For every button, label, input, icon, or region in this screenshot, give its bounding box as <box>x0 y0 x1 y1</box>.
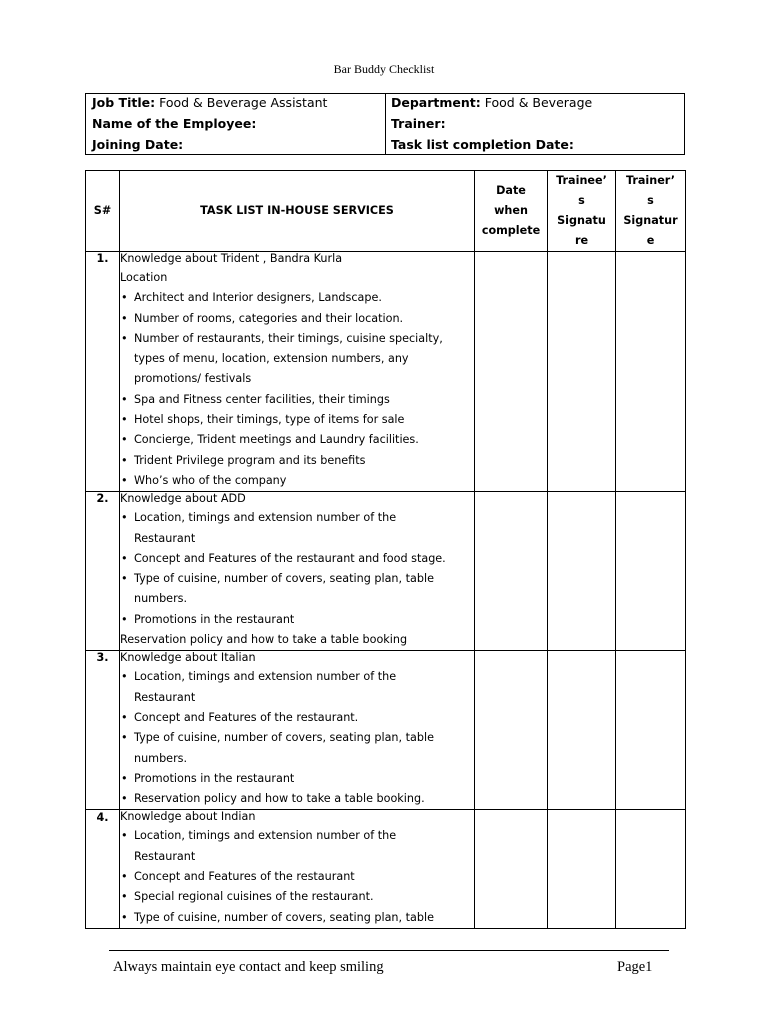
task-bullet-text: Type of cuisine, number of covers, seating plan, table <box>134 572 434 586</box>
task-bullet: • Reservation policy and how to take a table booking. <box>120 789 474 809</box>
header-trainee-line: re <box>574 234 589 247</box>
trainee-signature-cell[interactable] <box>548 492 616 651</box>
task-bullet: • Spa and Fitness center facilities, their timings <box>120 390 474 410</box>
row-number: 1. <box>86 252 120 492</box>
info-left-column <box>86 94 386 154</box>
row-number: 4. <box>86 810 120 928</box>
table-row <box>86 810 686 928</box>
trainer-label: Trainer: <box>391 116 446 131</box>
task-bullet: • Concierge, Trident meetings and Laundry facilities. <box>120 430 474 450</box>
page-number: Page1 <box>617 959 653 975</box>
task-cell <box>120 492 475 651</box>
trainee-signature-cell[interactable] <box>548 651 616 810</box>
task-heading: Knowledge about Indian <box>120 810 256 824</box>
task-bullet-text: promotions/ festivals <box>134 372 252 386</box>
task-bullet-list <box>120 667 474 809</box>
date-completed-cell[interactable] <box>475 651 548 810</box>
task-bullet-text: Location, timings and extension number of the <box>134 670 397 684</box>
task-cell <box>120 651 475 810</box>
task-bullet-text: Type of cuisine, number of covers, seating plan, table <box>134 731 434 745</box>
task-bullet: • Number of rooms, categories and their location. <box>120 309 474 329</box>
task-heading-cont: Location <box>120 271 168 284</box>
task-bullet: • Hotel shops, their timings, type of items for sale <box>120 410 474 430</box>
trainer-signature-cell[interactable] <box>616 252 686 492</box>
table-row <box>86 252 686 492</box>
task-bullet-text: numbers. <box>134 592 188 606</box>
header-sn: S# <box>86 171 120 252</box>
job-title-label: Job Title: <box>92 95 156 110</box>
info-right-column <box>385 94 684 154</box>
trainee-signature-cell[interactable] <box>548 810 616 928</box>
footer-divider <box>109 950 669 951</box>
header-trainer-line: Trainer’ <box>625 174 676 187</box>
task-bullet-list <box>120 826 474 927</box>
completion-date-field <box>391 137 574 152</box>
task-bullet <box>120 569 474 610</box>
task-bullet <box>120 508 474 549</box>
trainer-signature-cell[interactable] <box>616 651 686 810</box>
task-bullet-text: Location, timings and extension number of the <box>134 511 397 525</box>
task-bullet: • Who’s who of the company <box>120 471 474 491</box>
row-number: 3. <box>86 651 120 810</box>
task-bullet <box>120 667 474 708</box>
task-bullet-text: Restaurant <box>134 531 196 545</box>
header-task-list: TASK LIST IN-HOUSE SERVICES <box>120 171 475 252</box>
task-bullet-list <box>120 508 474 630</box>
header-trainee-line: Trainee’ <box>556 174 607 187</box>
task-bullet: • Promotions in the restaurant <box>120 610 474 630</box>
row-number: 2. <box>86 492 120 651</box>
task-cell <box>120 252 475 492</box>
task-heading: Knowledge about Trident , Bandra Kurla <box>120 252 343 265</box>
header-date-line: Date <box>496 184 526 197</box>
department-label: Department: <box>391 95 481 110</box>
task-bullet <box>120 329 474 390</box>
task-checklist-table <box>85 170 686 929</box>
task-bullet: • Concept and Features of the restaurant. <box>120 708 474 728</box>
task-cell <box>120 810 475 928</box>
header-date-line: complete <box>481 224 541 237</box>
task-heading: Knowledge about Italian <box>120 651 256 665</box>
employee-info-table <box>85 93 685 155</box>
table-row <box>86 492 686 651</box>
document-title: Bar Buddy Checklist <box>333 62 435 76</box>
employee-name-field <box>92 116 256 131</box>
task-bullet: • Type of cuisine, number of covers, seating plan, table <box>120 908 474 928</box>
completion-date-label: Task list completion Date: <box>391 137 574 152</box>
employee-name-label: Name of the Employee: <box>92 116 257 131</box>
joining-date-field <box>92 137 183 152</box>
date-completed-cell[interactable] <box>475 492 548 651</box>
task-bullet-text: Location, timings and extension number of the <box>134 829 397 843</box>
table-row <box>86 651 686 810</box>
department-field <box>391 95 592 110</box>
header-trainer-line: Signatur <box>623 214 678 227</box>
header-trainee-signature <box>548 171 616 252</box>
task-bullet <box>120 826 474 867</box>
header-trainer-line: s <box>647 194 654 207</box>
task-bullet-text: Number of restaurants, their timings, cuisine specialty, <box>134 331 443 345</box>
header-trainee-line: Signatu <box>557 214 606 227</box>
task-bullet: • Concept and Features of the restaurant <box>120 867 474 887</box>
header-date-line: when <box>494 204 528 217</box>
footer-motto: Always maintain eye contact and keep smiling <box>113 959 384 975</box>
header-trainer-signature <box>616 171 686 252</box>
trainer-signature-cell[interactable] <box>616 810 686 928</box>
joining-date-label: Joining Date: <box>92 137 184 152</box>
task-bullet: • Concept and Features of the restaurant and food stage. <box>120 549 474 569</box>
trainer-signature-cell[interactable] <box>616 492 686 651</box>
header-trainer-line: e <box>646 234 655 247</box>
task-bullet-text: types of menu, location, extension numbers, any <box>134 352 409 366</box>
task-bullet-text: Restaurant <box>134 849 196 863</box>
task-bullet: • Architect and Interior designers, Landscape. <box>120 288 474 308</box>
task-bullet-text: Restaurant <box>134 690 196 704</box>
job-title-field <box>92 95 327 110</box>
task-bullet: • Special regional cuisines of the restaurant. <box>120 887 474 907</box>
table-header-row <box>86 171 686 252</box>
header-date-completed <box>475 171 548 252</box>
task-heading: Knowledge about ADD <box>120 492 246 506</box>
trainer-field <box>391 116 446 131</box>
task-trailing-text: Reservation policy and how to take a table booking <box>120 633 408 647</box>
task-bullet: • Promotions in the restaurant <box>120 769 474 789</box>
task-bullet-text: numbers. <box>134 751 188 765</box>
task-bullet <box>120 728 474 769</box>
task-bullet: • Trident Privilege program and its benefits <box>120 451 474 471</box>
date-completed-cell[interactable] <box>475 252 548 492</box>
task-bullet-list <box>120 288 474 491</box>
header-trainee-line: s <box>578 194 585 207</box>
job-title-value: Food & Beverage Assistant <box>159 95 328 110</box>
trainee-signature-cell[interactable] <box>548 252 616 492</box>
department-value: Food & Beverage <box>484 95 593 110</box>
date-completed-cell[interactable] <box>475 810 548 928</box>
